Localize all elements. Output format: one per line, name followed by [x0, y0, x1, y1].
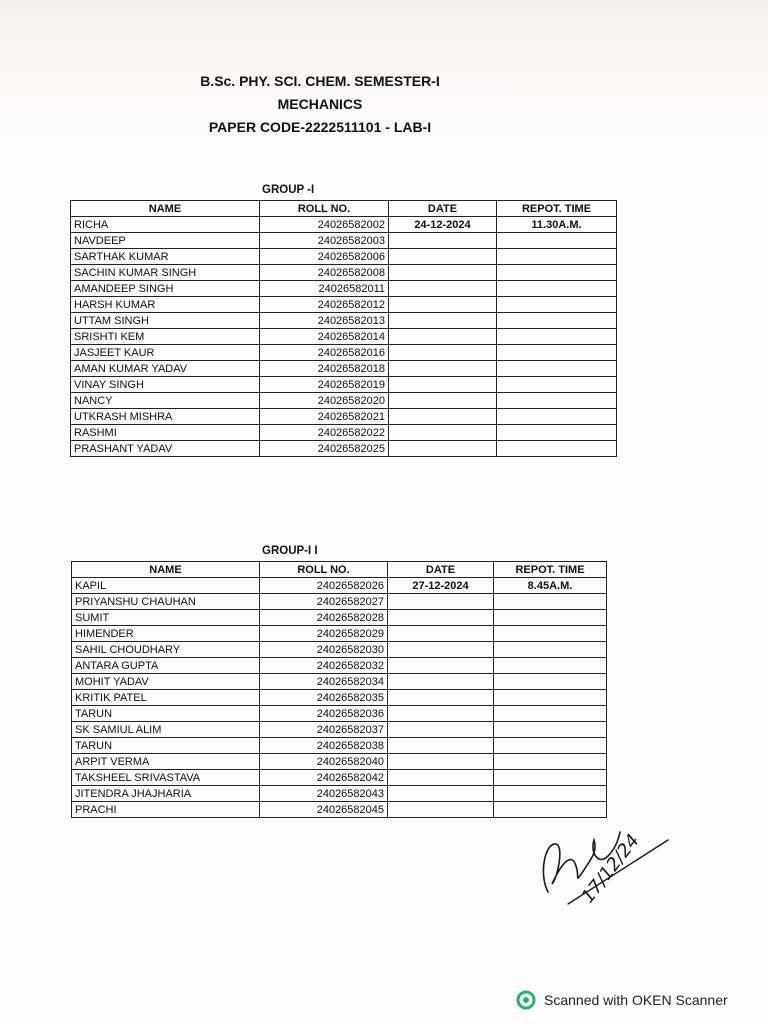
report-time-cell	[497, 281, 617, 297]
table-row	[72, 738, 607, 754]
date-cell	[389, 393, 497, 409]
date-cell	[388, 594, 494, 610]
date-cell	[389, 409, 497, 425]
report-time-cell	[497, 345, 617, 361]
report-time-cell	[494, 642, 607, 658]
roll-number: 24026582025	[260, 441, 389, 457]
date-cell	[388, 786, 494, 802]
date-cell	[389, 313, 497, 329]
report-time-cell	[494, 802, 607, 818]
student-name: PRACHI	[72, 802, 260, 818]
report-time-cell	[497, 297, 617, 313]
roll-number: 24026582014	[260, 329, 389, 345]
roll-number: 24026582021	[260, 409, 389, 425]
student-name: SACHIN KUMAR SINGH	[71, 265, 260, 281]
table-row	[72, 786, 607, 802]
report-time-cell	[494, 722, 607, 738]
table-row	[71, 313, 617, 329]
group-2-title: GROUP-I I	[262, 545, 318, 557]
paper-code: PAPER CODE-2222511101 - LAB-I	[208, 119, 432, 135]
student-name: HARSH KUMAR	[71, 297, 260, 313]
table-row	[71, 265, 617, 281]
report-time-cell	[497, 313, 617, 329]
date-cell: 24-12-2024	[389, 217, 497, 233]
svg-text:17/12/24: 17/12/24	[577, 830, 644, 908]
roll-number: 24026582036	[260, 706, 388, 722]
roll-number: 24026582034	[260, 674, 388, 690]
signature-icon	[528, 822, 678, 912]
student-name: UTTAM SINGH	[71, 313, 260, 329]
roll-number: 24026582003	[260, 233, 389, 249]
table-header-row	[72, 562, 607, 578]
table-row	[72, 578, 607, 594]
student-name: ARPIT VERMA	[72, 754, 260, 770]
table-row	[71, 377, 617, 393]
student-name: SARTHAK KUMAR	[71, 249, 260, 265]
student-name: VINAY SINGH	[71, 377, 260, 393]
date-cell	[388, 754, 494, 770]
report-time-cell	[494, 690, 607, 706]
roll-number: 24026582038	[260, 738, 388, 754]
column-header-time: REPOT. TIME	[494, 562, 607, 578]
table-row	[71, 281, 617, 297]
roll-number: 24026582022	[260, 425, 389, 441]
report-time-cell	[494, 658, 607, 674]
date-cell	[388, 690, 494, 706]
table-row	[72, 802, 607, 818]
roll-number: 24026582035	[260, 690, 388, 706]
report-time-cell	[497, 329, 617, 345]
date-cell	[389, 425, 497, 441]
date-cell	[388, 658, 494, 674]
roll-number: 24026582040	[260, 754, 388, 770]
student-name: TARUN	[72, 706, 260, 722]
roll-number: 24026582027	[260, 594, 388, 610]
date-cell	[388, 610, 494, 626]
student-name: AMAN KUMAR YADAV	[71, 361, 260, 377]
student-name: MOHIT YADAV	[72, 674, 260, 690]
date-cell	[388, 722, 494, 738]
roll-number: 24026582043	[260, 786, 388, 802]
table-row	[71, 233, 617, 249]
report-time-cell	[497, 393, 617, 409]
date-cell	[389, 329, 497, 345]
table-row	[71, 345, 617, 361]
table-row	[72, 594, 607, 610]
date-cell: 27-12-2024	[388, 578, 494, 594]
table-row	[72, 754, 607, 770]
roll-number: 24026582016	[260, 345, 389, 361]
roll-number: 24026582002	[260, 217, 389, 233]
table-row	[71, 425, 617, 441]
column-header-roll: ROLL NO.	[260, 562, 388, 578]
student-name: TARUN	[72, 738, 260, 754]
date-cell	[389, 281, 497, 297]
student-name: PRIYANSHU CHAUHAN	[72, 594, 260, 610]
student-name: RASHMI	[71, 425, 260, 441]
student-name: AMANDEEP SINGH	[71, 281, 260, 297]
table-row	[71, 217, 617, 233]
student-name: JITENDRA JHAJHARIA	[72, 786, 260, 802]
report-time-cell: 8.45A.M.	[494, 578, 607, 594]
student-name: ANTARA GUPTA	[72, 658, 260, 674]
student-name: NAVDEEP	[71, 233, 260, 249]
roll-number: 24026582030	[260, 642, 388, 658]
student-name: PRASHANT YADAV	[71, 441, 260, 457]
group-2-table	[71, 561, 607, 818]
date-cell	[389, 297, 497, 313]
report-time-cell	[494, 594, 607, 610]
table-row	[71, 361, 617, 377]
report-time-cell	[497, 441, 617, 457]
roll-number: 24026582029	[260, 626, 388, 642]
table-row	[72, 770, 607, 786]
column-header-name: NAME	[72, 562, 260, 578]
table-row	[71, 441, 617, 457]
scanner-label: Scanned with OKEN Scanner	[544, 992, 728, 1008]
date-cell	[389, 345, 497, 361]
student-name: TAKSHEEL SRIVASTAVA	[72, 770, 260, 786]
report-time-cell: 11.30A.M.	[497, 217, 617, 233]
table-row	[71, 409, 617, 425]
roll-number: 24026582037	[260, 722, 388, 738]
report-time-cell	[497, 233, 617, 249]
report-time-cell	[497, 409, 617, 425]
course-title: B.Sc. PHY. SCI. CHEM. SEMESTER-I	[200, 73, 440, 89]
roll-number: 24026582042	[260, 770, 388, 786]
student-name: NANCY	[71, 393, 260, 409]
column-header-roll: ROLL NO.	[260, 201, 389, 217]
document-header	[150, 70, 490, 139]
student-name: SRISHTI KEM	[71, 329, 260, 345]
student-name: KRITIK PATEL	[72, 690, 260, 706]
student-name: HIMENDER	[72, 626, 260, 642]
report-time-cell	[494, 674, 607, 690]
report-time-cell	[494, 706, 607, 722]
date-cell	[388, 802, 494, 818]
date-cell	[388, 642, 494, 658]
roll-number: 24026582013	[260, 313, 389, 329]
date-cell	[388, 770, 494, 786]
report-time-cell	[494, 786, 607, 802]
table-row	[71, 249, 617, 265]
student-name: SK SAMIUL ALIM	[72, 722, 260, 738]
oken-logo-icon	[516, 990, 536, 1010]
student-name: RICHA	[71, 217, 260, 233]
group-1-table	[70, 200, 617, 457]
report-time-cell	[494, 754, 607, 770]
roll-number: 24026582020	[260, 393, 389, 409]
roll-number: 24026582026	[260, 578, 388, 594]
date-cell	[388, 738, 494, 754]
roll-number: 24026582018	[260, 361, 389, 377]
report-time-cell	[497, 265, 617, 281]
subject-title: MECHANICS	[277, 96, 363, 112]
report-time-cell	[497, 249, 617, 265]
roll-number: 24026582011	[260, 281, 389, 297]
table-row	[72, 706, 607, 722]
column-header-date: DATE	[388, 562, 494, 578]
date-cell	[388, 626, 494, 642]
date-cell	[388, 706, 494, 722]
table-row	[72, 722, 607, 738]
table-row	[72, 658, 607, 674]
roll-number: 24026582028	[260, 610, 388, 626]
report-time-cell	[494, 770, 607, 786]
report-time-cell	[497, 361, 617, 377]
date-cell	[389, 265, 497, 281]
roll-number: 24026582006	[260, 249, 389, 265]
date-cell	[389, 441, 497, 457]
student-name: UTKRASH MISHRA	[71, 409, 260, 425]
table-header-row	[71, 201, 617, 217]
table-row	[71, 329, 617, 345]
roll-number: 24026582012	[260, 297, 389, 313]
table-row	[72, 626, 607, 642]
table-row	[71, 393, 617, 409]
column-header-name: NAME	[71, 201, 260, 217]
student-name: KAPIL	[72, 578, 260, 594]
report-time-cell	[497, 377, 617, 393]
table-row	[71, 297, 617, 313]
report-time-cell	[494, 626, 607, 642]
roll-number: 24026582045	[260, 802, 388, 818]
roll-number: 24026582019	[260, 377, 389, 393]
report-time-cell	[497, 425, 617, 441]
date-cell	[389, 377, 497, 393]
table-row	[72, 690, 607, 706]
date-cell	[389, 249, 497, 265]
column-header-time: REPOT. TIME	[497, 201, 617, 217]
date-cell	[388, 674, 494, 690]
student-name: SAHIL CHOUDHARY	[72, 642, 260, 658]
scanner-watermark	[516, 990, 728, 1010]
table-row	[72, 674, 607, 690]
date-cell	[389, 233, 497, 249]
report-time-cell	[494, 610, 607, 626]
date-cell	[389, 361, 497, 377]
report-time-cell	[494, 738, 607, 754]
column-header-date: DATE	[389, 201, 497, 217]
student-name: SUMIT	[72, 610, 260, 626]
table-row	[72, 610, 607, 626]
roll-number: 24026582032	[260, 658, 388, 674]
student-name: JASJEET KAUR	[71, 345, 260, 361]
table-row	[72, 642, 607, 658]
roll-number: 24026582008	[260, 265, 389, 281]
group-1-title: GROUP -I	[262, 184, 315, 196]
